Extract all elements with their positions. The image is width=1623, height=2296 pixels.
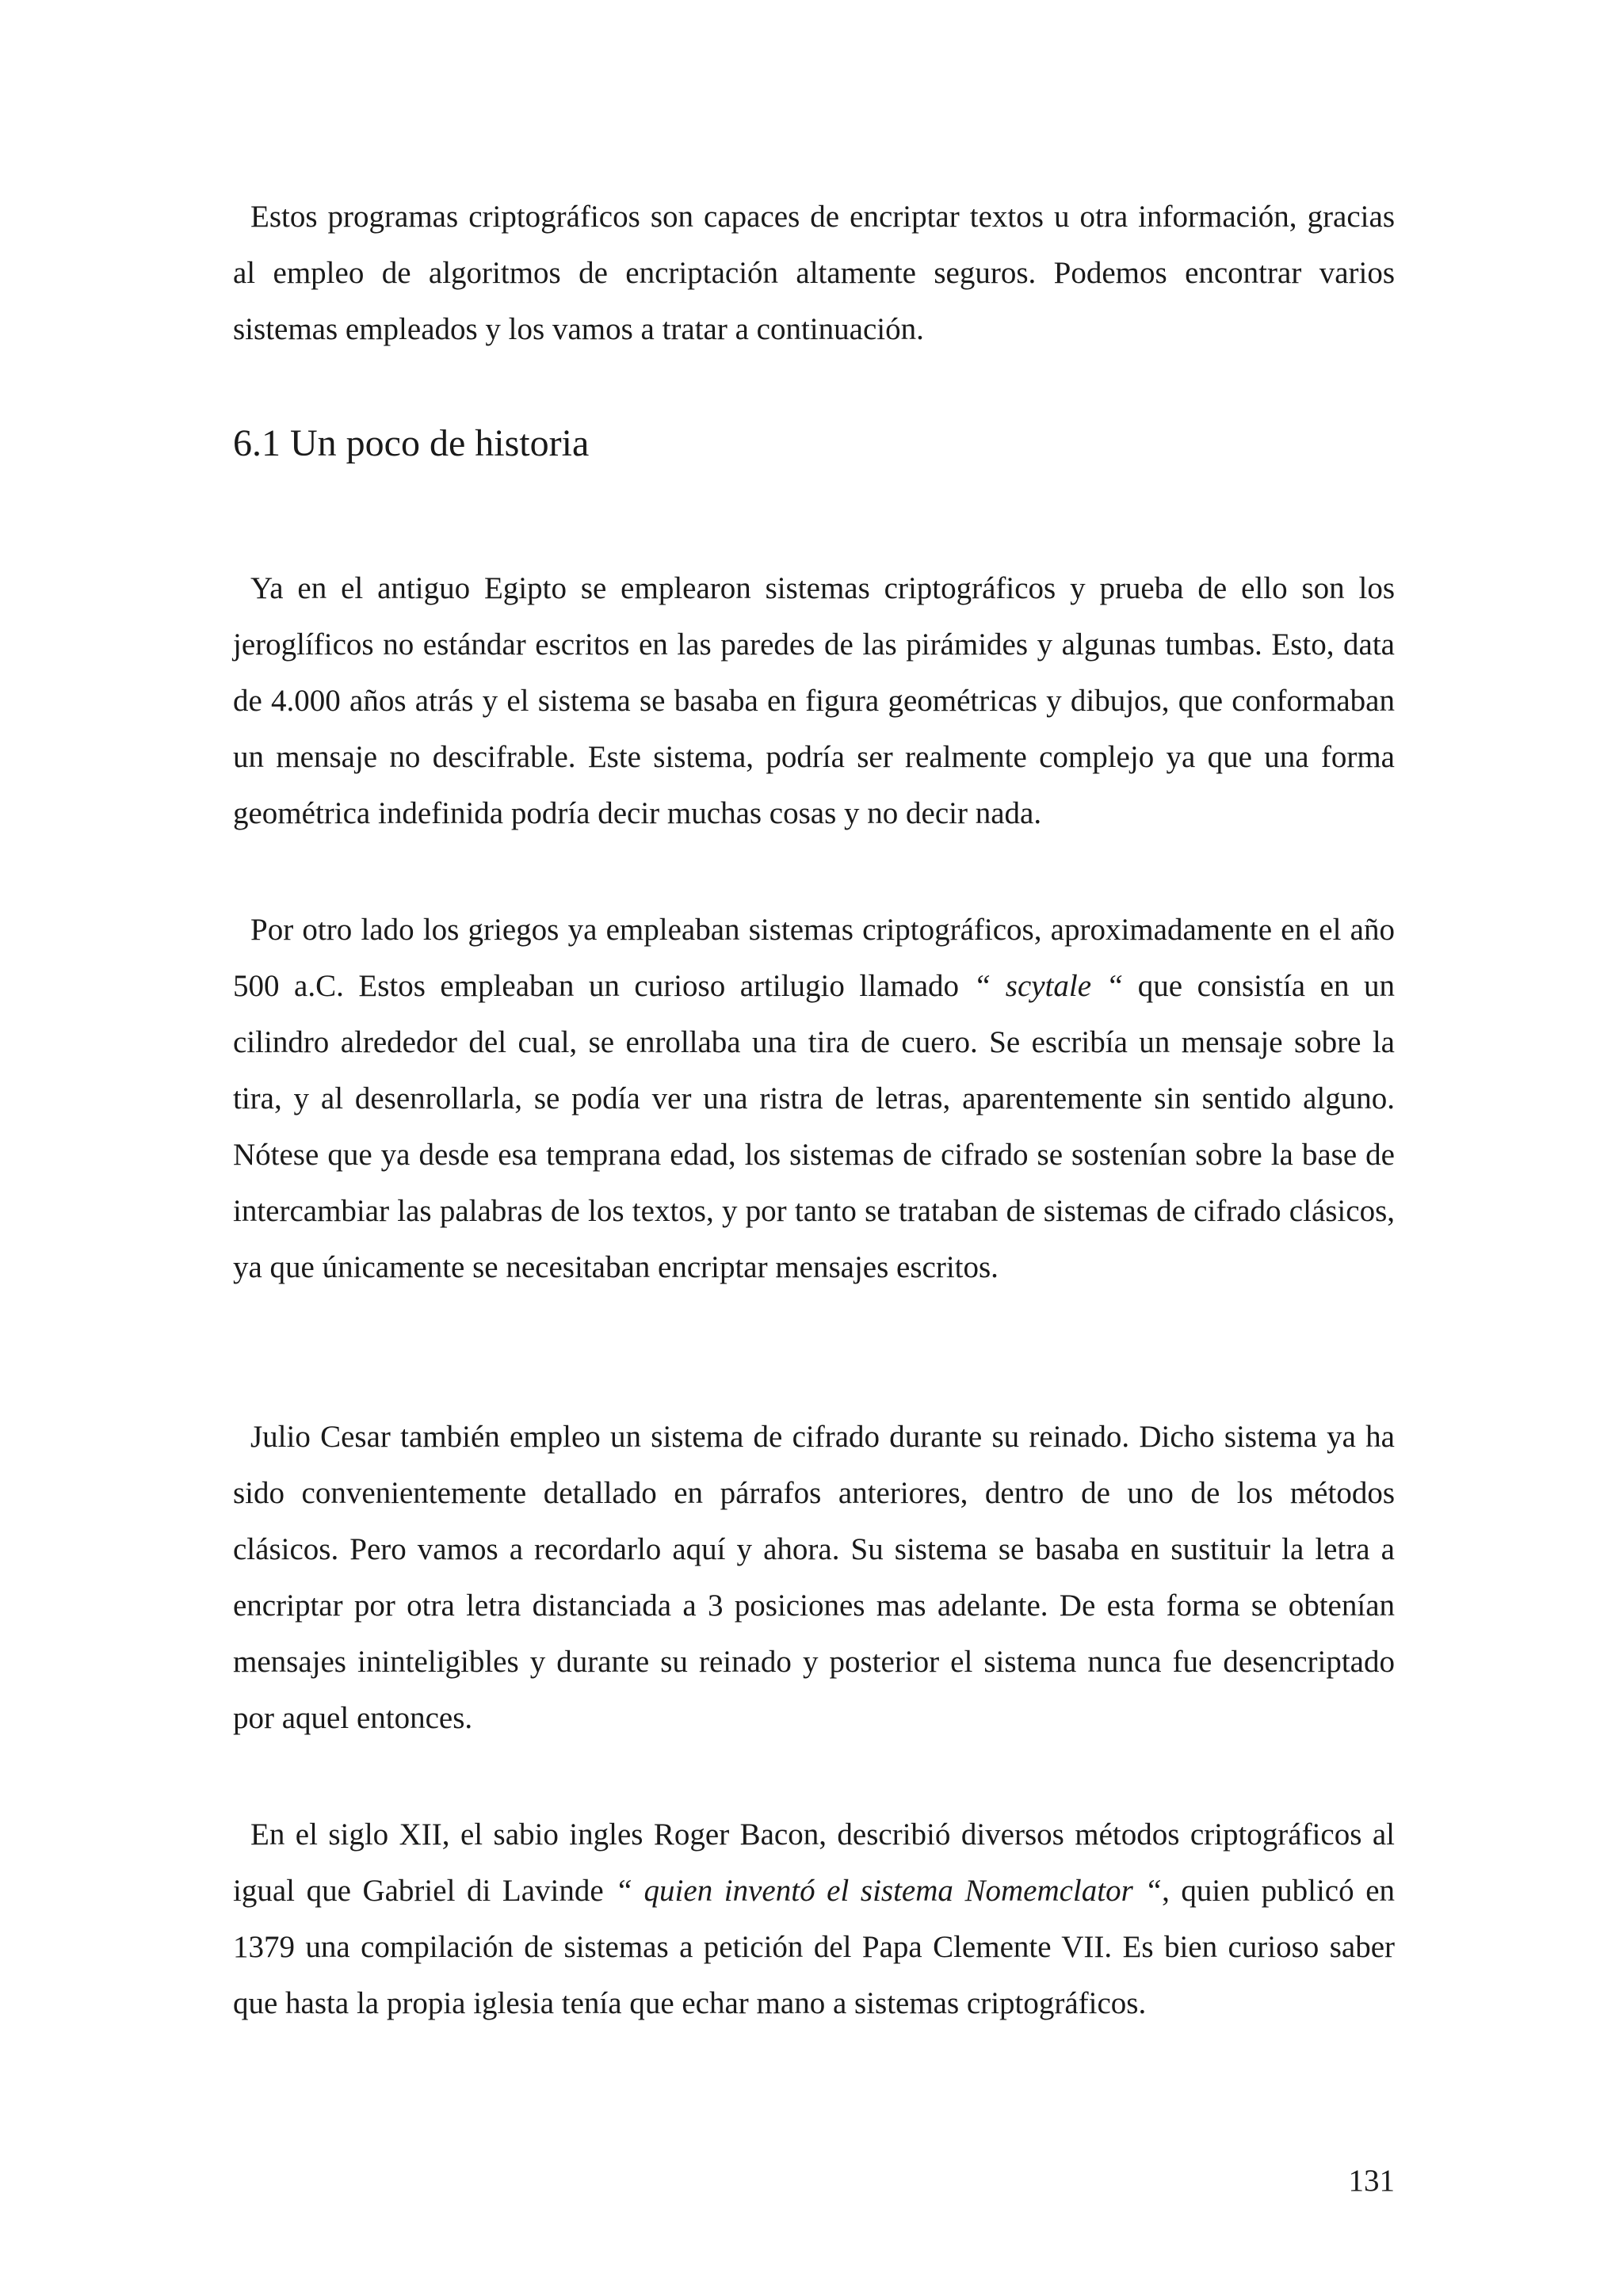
egypt-paragraph: Ya en el antiguo Egipto se emplearon sistemas criptográficos y prueba de ello son los jeroglíficos no estándar escritos en las paredes de las pirámides y algunas tumbas. Esto, data de 4.000 años atrás y el sistema se basaba en figura geométricas y dibujos, que conformaban un mensaje no descifrable. Este sistema, podría ser realmente complejo ya que una forma geométrica indefinida podría decir muchas cosas y no decir nada. — [233, 571, 1395, 830]
greeks-text-end: que consistía en un cilindro alrededor del cual, se enrollaba una tira de cuero. Se escribía un mensaje sobre la tira, y al desenrollarla, se podía ver una ristra de letras, aparentemente sin sentido alguno. Nótese que ya desde esa temprana edad, los sistemas de cifrado se sostenían sobre la base de intercambiar las palabras de los textos, y por tanto se trataban de sistemas de cifrado clásicos, ya que únicamente se necesitaban encriptar mensajes escritos. — [233, 969, 1395, 1284]
caesar-paragraph: Julio Cesar también empleo un sistema de cifrado durante su reinado. Dicho sistema ya ha sido convenientemente detallado en párrafos anteriores, dentro de uno de los métodos clásicos. Pero vamos a recordarlo aquí y ahora. Su sistema se basaba en sustituir la letra a encriptar por otra letra distanciada a 3 posiciones mas adelante. De esta forma se obtenían mensajes ininteligibles y durante su reinado y posterior el sistema nunca fue desencriptado por aquel entonces. — [233, 1420, 1395, 1735]
intro-paragraph: Estos programas criptográficos son capaces de encriptar textos u otra información, gracias al empleo de algoritmos de encriptación altamente seguros. Podemos encontrar varios sistemas empleados y los vamos a tratar a continuación. — [233, 200, 1395, 346]
nomenclator-quote: “ quien inventó el sistema Nomemclator “ — [615, 1874, 1163, 1908]
bacon-text-start: En el siglo XII, el sabio ingles Roger Bacon, describió diversos métodos criptográficos al igual que Gabriel di Lavinde — [233, 1817, 1395, 1908]
section-heading: 6.1 Un poco de historia — [233, 422, 590, 464]
greeks-paragraph — [233, 902, 1395, 1295]
bacon-text-end: , quien publicó en 1379 una compilación de sistemas a petición del Papa Clemente VII. Es bien curioso saber que hasta la propia iglesia tenía que echar mano a sistemas criptográficos. — [233, 1874, 1396, 2020]
page-number: 131 — [1348, 2164, 1395, 2198]
greeks-text-start: Por otro lado los griegos ya empleaban sistemas criptográficos, aproximadamente en el año 500 a.C. Estos empleaban un curioso artilugio llamado — [233, 913, 1395, 1003]
scytale-term: “ scytale “ — [973, 969, 1124, 1003]
bacon-paragraph — [233, 1806, 1395, 2031]
